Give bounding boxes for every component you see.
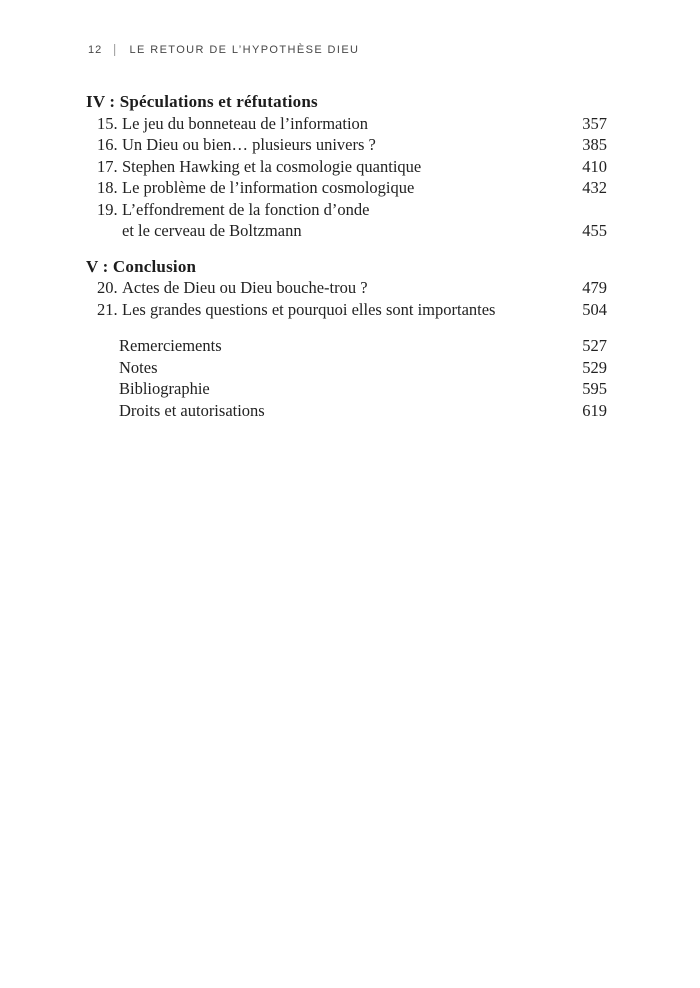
entry-page-number: 527 [582, 336, 607, 355]
table-of-contents [86, 91, 607, 421]
back-matter-entry-notes [86, 357, 607, 379]
entry-number: 18. [97, 178, 118, 197]
entry-title: Le jeu du bonneteau de l’information [122, 113, 369, 133]
running-book-title: LE RETOUR DE L’HYPOTHÈSE DIEU [129, 44, 360, 56]
entry-number: 15. [97, 113, 118, 133]
entry-page-number: 529 [582, 357, 607, 377]
entry-page-number: 619 [582, 400, 607, 420]
entry-page-number: 432 [582, 178, 607, 197]
toc-entry-15 [86, 113, 607, 135]
entry-number: 16. [97, 135, 118, 154]
header-separator: | [113, 43, 118, 57]
section-heading-v: V : Conclusion [86, 256, 197, 276]
entry-title-continuation: et le cerveau de Boltzmann [122, 221, 302, 240]
toc-entry-20 [86, 277, 607, 299]
toc-entry-19 [86, 199, 607, 221]
entry-page-number: 385 [582, 135, 607, 154]
entry-title: Bibliographie [119, 379, 210, 398]
entry-page-number: 357 [582, 113, 607, 133]
entry-number: 21. [97, 299, 118, 319]
entry-page-number: 410 [582, 156, 607, 176]
toc-section-v [86, 256, 607, 321]
entry-number: 17. [97, 156, 118, 176]
back-matter-entry-remerciements [86, 335, 607, 357]
entry-title: L’effondrement de la fonction d’onde [122, 199, 370, 219]
entry-page-number: 479 [582, 278, 607, 297]
folio-page-number: 12 [88, 44, 103, 56]
entry-title: Le problème de l’information cosmologique [122, 178, 415, 197]
entry-page-number: 504 [582, 299, 607, 319]
back-matter [86, 335, 607, 421]
running-header [88, 44, 359, 56]
back-matter-entry-droits [86, 400, 607, 422]
section-heading-iv: IV : Spéculations et réfutations [86, 92, 318, 111]
entry-title: Actes de Dieu ou Dieu bouche-trou ? [122, 278, 368, 297]
toc-section-iv [86, 91, 607, 242]
entry-title: Remerciements [119, 336, 222, 355]
entry-number: 19. [97, 199, 118, 219]
toc-entry-18 [86, 177, 607, 199]
entry-title: Stephen Hawking et la cosmologie quantique [122, 156, 422, 176]
toc-entry-21 [86, 299, 607, 321]
entry-title: Droits et autorisations [119, 400, 265, 420]
toc-entry-17 [86, 156, 607, 178]
toc-entry-19-continuation [86, 220, 607, 242]
entry-title: Un Dieu ou bien… plusieurs univers ? [122, 135, 376, 154]
entry-number: 20. [97, 278, 118, 297]
entry-title: Les grandes questions et pourquoi elles sont importantes [122, 299, 496, 319]
entry-title: Notes [119, 357, 158, 377]
entry-page-number: 455 [582, 221, 607, 240]
back-matter-entry-bibliographie [86, 378, 607, 400]
entry-page-number: 595 [582, 379, 607, 398]
toc-entry-16 [86, 134, 607, 156]
